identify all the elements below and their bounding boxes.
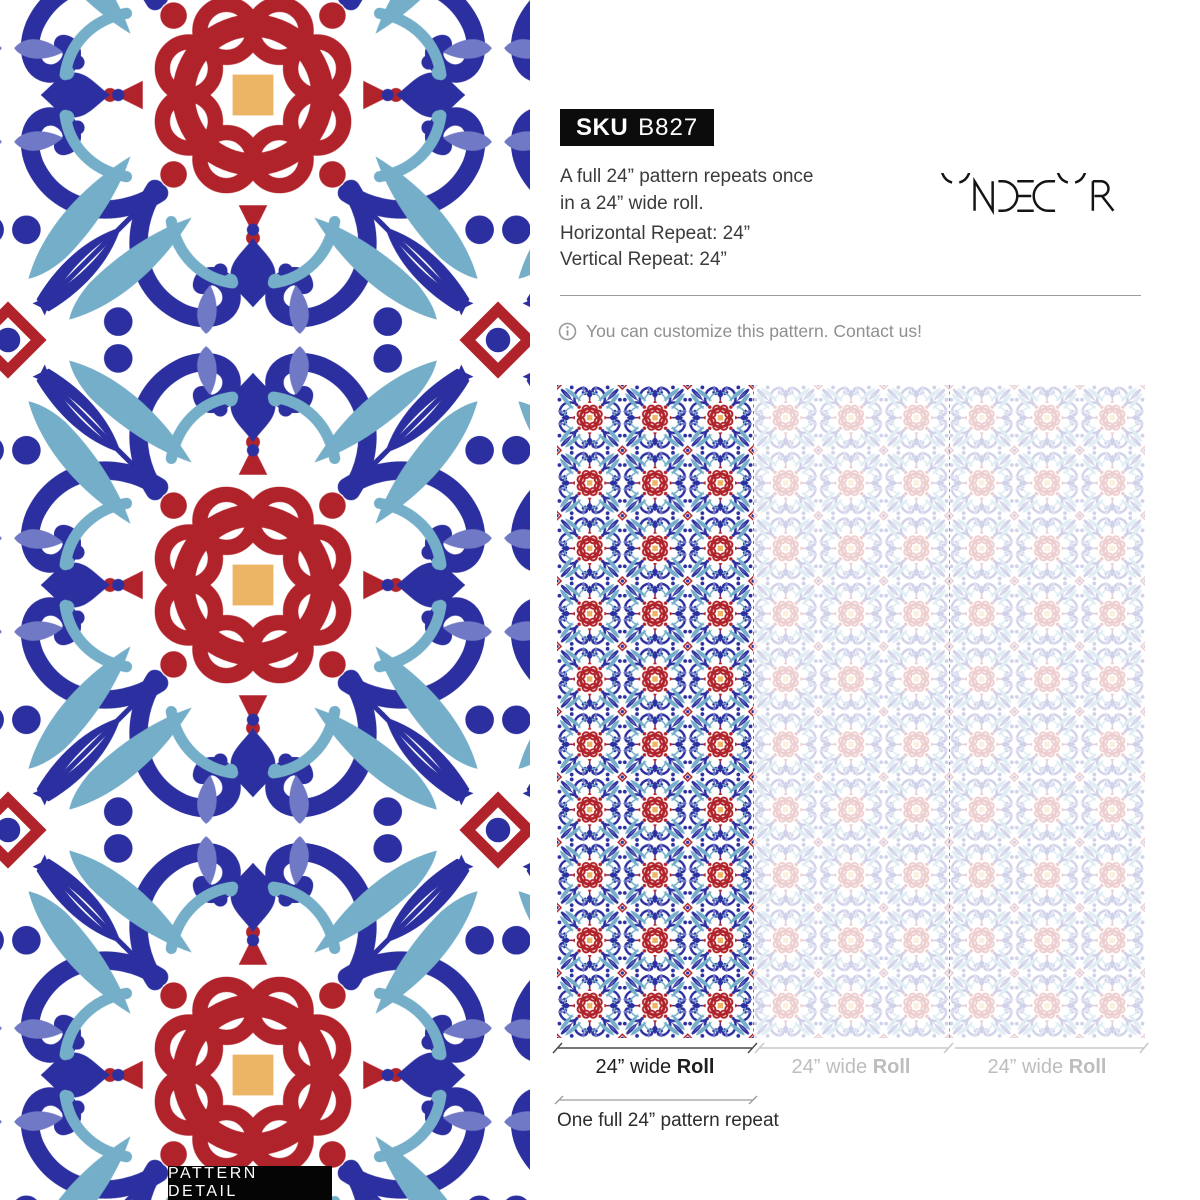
sku-value: B827 <box>638 113 699 141</box>
brand-logo <box>933 173 1141 219</box>
description-line-2: in a 24” wide roll. <box>560 193 704 214</box>
section-divider <box>560 295 1141 296</box>
pattern-detail-caption <box>168 1166 332 1200</box>
roll-3-width-value: 24” wide <box>987 1056 1064 1078</box>
dimension-line-roll-2 <box>755 1043 953 1053</box>
customize-note <box>558 321 922 342</box>
roll-panel-printed <box>557 385 753 1038</box>
roll-2-word: Roll <box>872 1056 911 1078</box>
pattern-detail-panel <box>0 0 530 1200</box>
roll-3-word: Roll <box>1068 1056 1107 1078</box>
customize-note-text: You can customize this pattern. Contact us! <box>586 321 922 341</box>
horizontal-repeat-text: Horizontal Repeat: 24” <box>560 223 751 244</box>
sku-label: SKU <box>576 113 629 141</box>
pattern-detail-tiles <box>0 0 530 1200</box>
roll-3-width-label <box>949 1056 1145 1079</box>
repeat-dimension-line <box>549 1092 769 1108</box>
vertical-repeat-text: Vertical Repeat: 24” <box>560 249 727 270</box>
description-line-1: A full 24” pattern repeats once <box>560 166 814 187</box>
roll-2-width-value: 24” wide <box>791 1056 868 1078</box>
roll-2-width-label <box>753 1056 949 1079</box>
repeat-specs <box>560 221 750 273</box>
dimension-line-roll-3 <box>955 1043 1148 1053</box>
sku-badge <box>560 109 714 146</box>
pattern-detail-caption-text: PATTERN DETAIL <box>168 1165 258 1200</box>
ondecor-wordmark-icon <box>933 173 1141 219</box>
roll-1-width-label <box>557 1056 753 1079</box>
roll-1-width-value: 24” wide <box>595 1056 672 1078</box>
dimension-line-roll-1 <box>553 1043 757 1053</box>
roll-dimension-lines <box>549 1038 1149 1058</box>
info-icon <box>558 322 577 341</box>
roll-width-diagram <box>557 385 1145 1038</box>
roll-1-word: Roll <box>676 1056 715 1078</box>
pattern-description <box>560 163 814 217</box>
repeat-note: One full 24” pattern repeat <box>557 1110 779 1131</box>
